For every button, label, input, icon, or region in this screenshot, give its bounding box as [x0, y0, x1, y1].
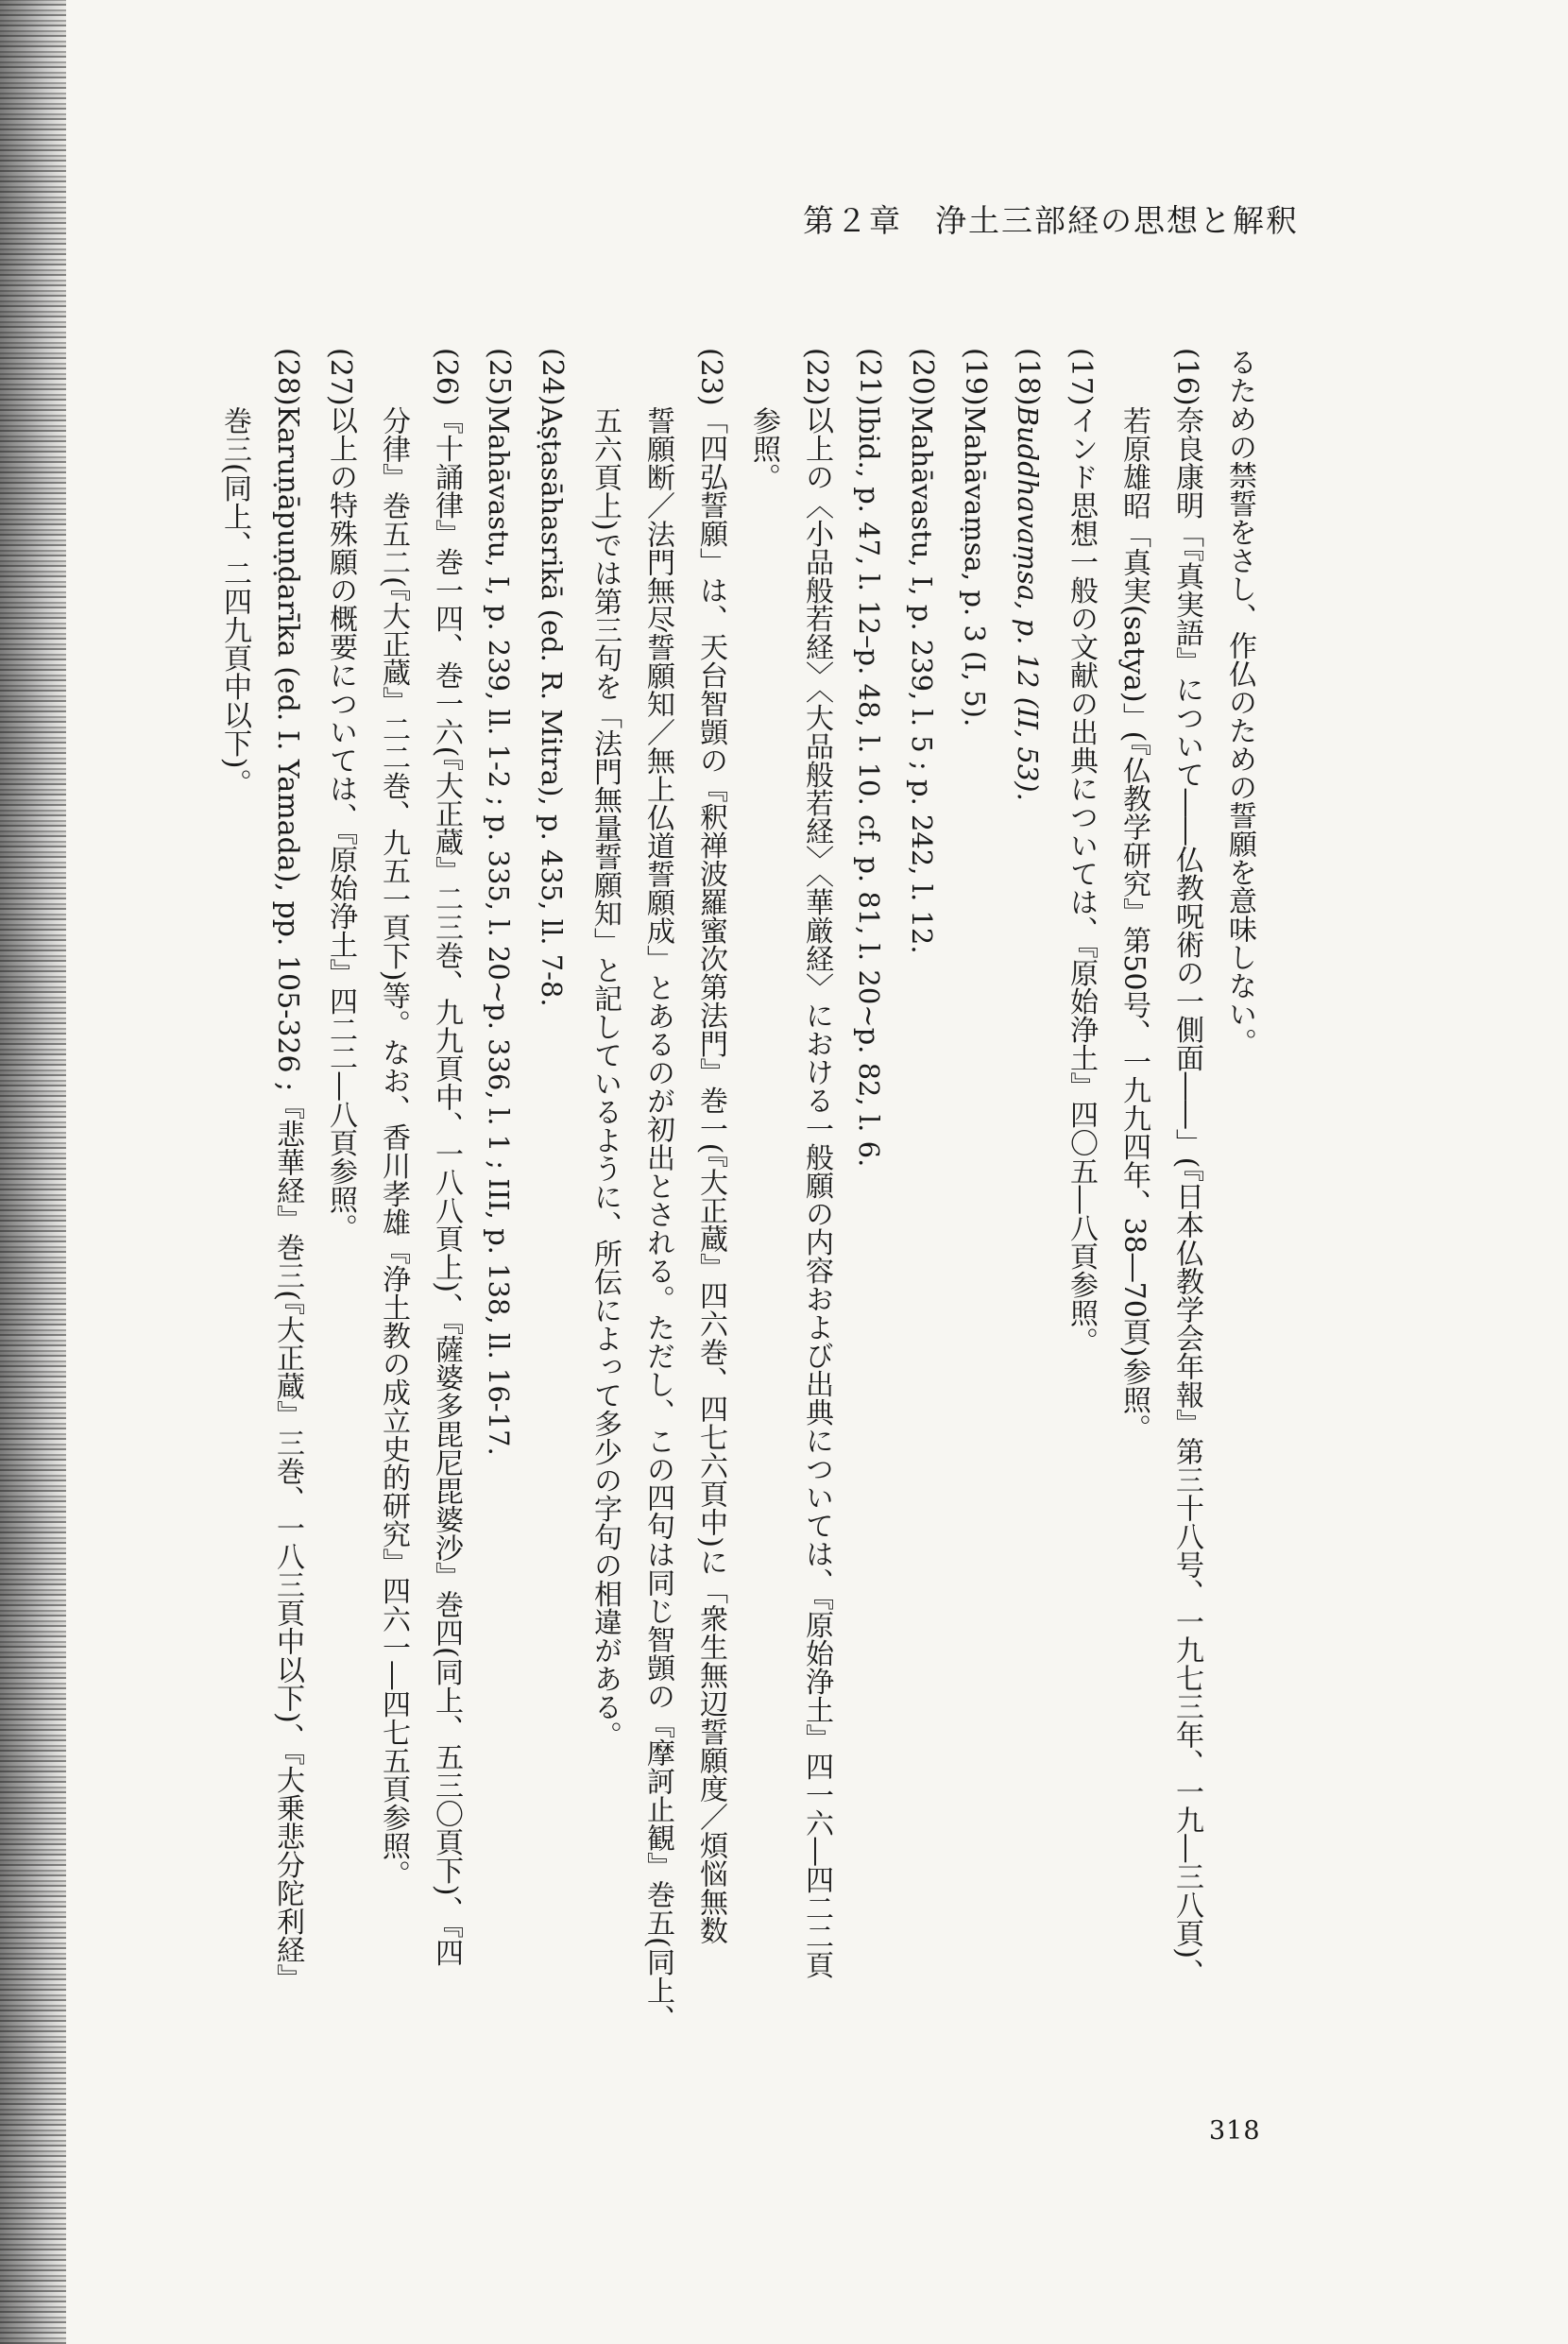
scan-shadow — [0, 0, 66, 2344]
note-text: 『十誦律』巻一四、巻一六(『大正蔵』二三巻、九九頁中、一八八頁上)、『薩婆多毘尼毘婆沙』巻四(同上、五三〇頁下)、『四 — [430, 405, 463, 1967]
note-26 — [366, 348, 472, 2162]
note-24 — [525, 348, 578, 2162]
page-number: 318 — [1209, 2116, 1261, 2146]
note-number: (18) — [1012, 348, 1045, 406]
note-16 — [1107, 348, 1213, 2162]
note-number: (28) — [271, 348, 304, 406]
note-text: 分律』巻五二(『大正蔵』二二巻、九五一頁下)等。なお、香川孝雄『浄土教の成立史的研究』四六一―四七五頁参照。 — [377, 406, 410, 1889]
note-text: Mahāvastu, I, p. 239, l. 5 ; p. 242, l. 12. — [906, 405, 938, 954]
note-number: (17) — [1065, 348, 1098, 406]
note-text: 五六頁上)では第三句を「法門無量誓願知」と記しているように、所伝によって多少の字句の相違がある。 — [588, 406, 622, 1750]
footnotes-column — [208, 348, 1266, 2162]
note-text: 奈良康明「『真実語』について――仏教呪術の一側面――」(『日本仏教学会年報』第三十八号、一九七三年、一九―三八頁)、 — [1170, 405, 1203, 1988]
note-number: (16) — [1170, 348, 1203, 406]
note-number: (25) — [483, 348, 516, 406]
note-number: (24) — [536, 348, 569, 406]
note-20 — [895, 348, 948, 2162]
note-number: (19) — [959, 348, 992, 406]
note-text: Karuṇāpuṇḍarīka (ed. I. Yamada), pp. 105-326 ;『悲華経』巻三(『大正蔵』三巻、一八三頁中以下)、『大乗悲分陀利経』 — [271, 405, 304, 1993]
note-28 — [208, 348, 314, 2162]
note-text: 若原雄昭「真実(satya)」(『仏教学研究』第50号、一九九四年、38―70頁)参照。 — [1117, 406, 1150, 1443]
note-text: 参照。 — [747, 406, 780, 491]
note-text: るための禁誓をさし、作仏のための誓願を意味しない。 — [1223, 348, 1256, 1056]
note-text: 以上の特殊願の概要については、『原始浄土』四二二―八頁参照。 — [324, 405, 357, 1242]
note-text: Buddhavaṃsa, p. 12 (II, 53). — [1012, 405, 1044, 801]
note-text: 巻三(同上、二四九頁中以下)。 — [218, 406, 251, 797]
note-number: (27) — [324, 348, 357, 406]
note-number: (22) — [800, 348, 833, 406]
note-19 — [948, 348, 1001, 2162]
note-text: Ibid., p. 47, l. 12–p. 48, l. 10. cf. p. 81, l. 20~p. 82, l. 6. — [853, 405, 885, 1168]
note-27 — [314, 348, 366, 2162]
note-text: Mahāvastu, I, p. 239, ll. 1-2 ; p. 335, l. 20~p. 336, l. 1 ; III, p. 138, ll. 16-17. — [483, 405, 515, 1456]
note-text: 誓願断／法門無尽誓願知／無上仏道誓願成」とあるのが初出とされる。ただし、この四句は同じ智顗の『摩訶止観』巻五(同上、 — [641, 406, 674, 2033]
note-22 — [737, 348, 843, 2162]
note-text: 「四弘誓願」は、天台智顗の『釈禅波羅蜜次第法門』巻一(『大正蔵』四六巻、四七六頁中)に「衆生無辺誓願度／煩悩無数 — [694, 405, 727, 1945]
note-number: (26) — [430, 348, 463, 406]
note-text: インド思想一般の文献の出典については、『原始浄土』四〇五―八頁参照。 — [1065, 405, 1098, 1356]
note-text: Mahāvaṃsa, p. 3 (I, 5). — [959, 405, 991, 727]
running-title: 第２章 浄土三部経の思想と解釈 — [803, 202, 1299, 239]
note-18 — [1001, 348, 1054, 2162]
note-number: (23) — [694, 348, 727, 406]
note-23 — [578, 348, 737, 2162]
note-text: 以上の〈小品般若経〉〈大品般若経〉〈華厳経〉における一般願の内容および出典については、『原始浄土』四一六―四二二頁 — [800, 405, 833, 1979]
note-number: (21) — [853, 348, 886, 406]
note-25 — [472, 348, 525, 2162]
note-text: Aṣṭasāhasrikā (ed. R. Mitra), p. 435, ll. 7-8. — [536, 405, 568, 1007]
note-21 — [843, 348, 895, 2162]
note-continuation — [1213, 348, 1266, 2162]
note-number: (20) — [906, 348, 939, 406]
note-17 — [1054, 348, 1107, 2162]
